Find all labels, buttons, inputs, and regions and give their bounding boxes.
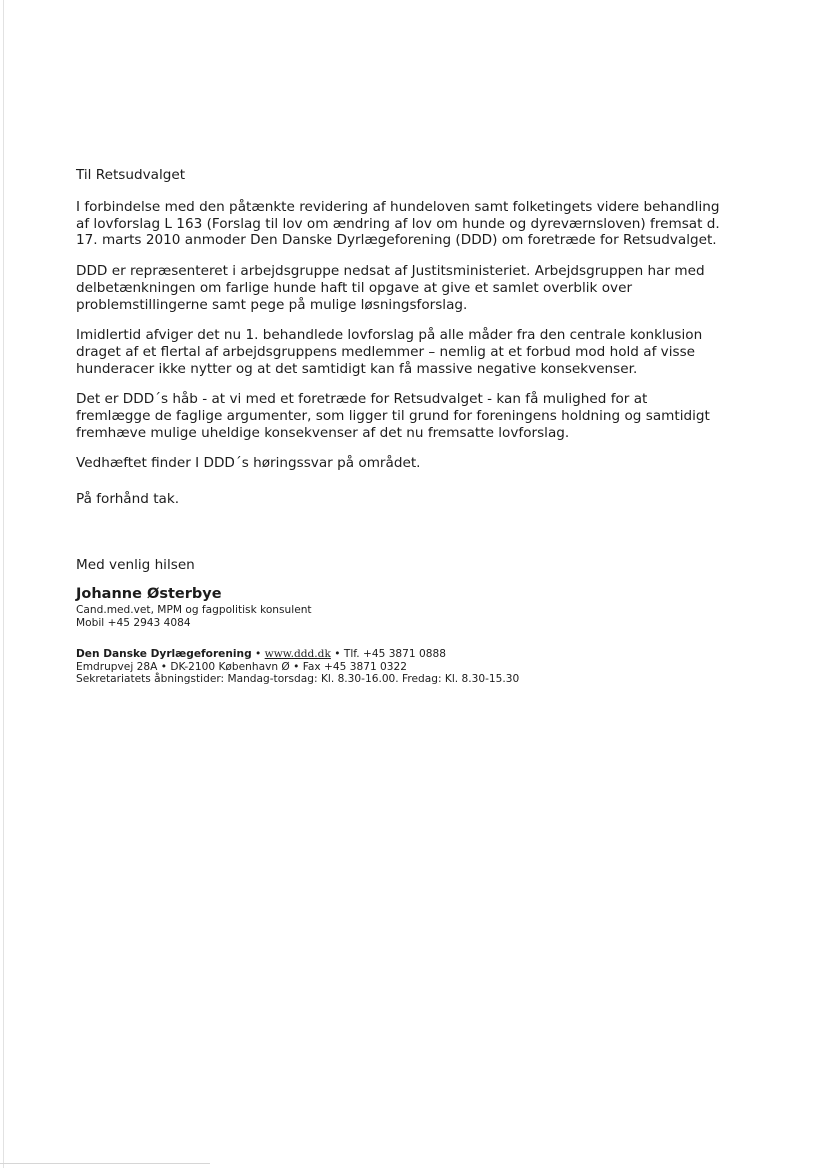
organization-contact-row [76, 648, 766, 661]
organization-hours: Sekretariatets åbningstider: Mandag-torsdag: Kl. 8.30-16.00. Fredag: Kl. 8.30-15.30 [76, 673, 520, 686]
paragraph-line: DDD er repræsenteret i arbejdsgruppe nedsat af Justitsministeriet. Arbejdsgruppen har med [76, 263, 705, 280]
thanks-line: På forhånd tak. [76, 491, 180, 508]
paragraph-attachment [76, 455, 766, 472]
paragraph-working-group [76, 263, 766, 313]
paragraph-line: hunderacer ikke nytter og at det samtidigt kan få massive negative konsekvenser. [76, 360, 638, 377]
paragraph-line: draget af et flertal af arbejdsgruppens medlemmer – nemlig at et forbud mod hold af visse [76, 343, 696, 360]
paragraph-request [76, 199, 766, 249]
paragraph-line: af lovforslag L 163 (Forslag til lov om ændring af lov om hunde og dyreværnsloven) fremsat d. [76, 215, 720, 232]
organization-footer [76, 648, 766, 686]
organization-address: Emdrupvej 28A • DK-2100 København Ø • Fax +45 3871 0322 [76, 660, 408, 673]
website-link[interactable]: www.ddd.dk [264, 648, 331, 661]
organization-phone: Tlf. +45 3871 0888 [343, 648, 446, 661]
separator: • [251, 648, 265, 661]
paragraph-line: problemstillingerne samt pege på mulige løsningsforslag. [76, 296, 468, 313]
paragraph-line: delbetænkningen om farlige hunde haft til opgave at give et samlet overblik over [76, 279, 633, 296]
signature-mobile: Mobil +45 2943 4084 [76, 616, 191, 629]
paragraph-line: Vedhæftet finder I DDD´s høringssvar på området. [76, 455, 421, 472]
paragraph-line: Det er DDD´s håb - at vi med et foretræde for Retsudvalget - kan få mulighed for at [76, 391, 648, 408]
paragraph-line: fremhæve mulige uheldige konsekvenser af det nu fremsatte lovforslag. [76, 424, 570, 441]
paragraph-line: I forbindelse med den påtænkte revidering af hundeloven samt folketingets videre behandling [76, 199, 720, 215]
scan-edge-bottom [0, 1163, 210, 1164]
paragraph-hope [76, 391, 766, 441]
scan-edge-left [3, 0, 4, 1168]
separator: • [330, 648, 344, 661]
salutation: Til Retsudvalget [76, 167, 186, 183]
letter-body [76, 166, 766, 686]
paragraph-line: 17. marts 2010 anmoder Den Danske Dyrlægeforening (DDD) om foretræde for Retsudvalget. [76, 232, 717, 249]
signature-name: Johanne Østerbye [76, 586, 222, 603]
closing-line: Med venlig hilsen [76, 557, 195, 574]
signature-title: Cand.med.vet, MPM og fagpolitisk konsulent [76, 604, 312, 617]
paragraph-deviation [76, 327, 766, 377]
paragraph-line: fremlægge de faglige argumenter, som ligger til grund for foreningens holdning og samtidigt [76, 408, 710, 425]
paragraph-line: Imidlertid afviger det nu 1. behandlede lovforslag på alle måder fra den centrale konklusion [76, 327, 703, 344]
organization-name: Den Danske Dyrlægeforening [76, 648, 252, 661]
